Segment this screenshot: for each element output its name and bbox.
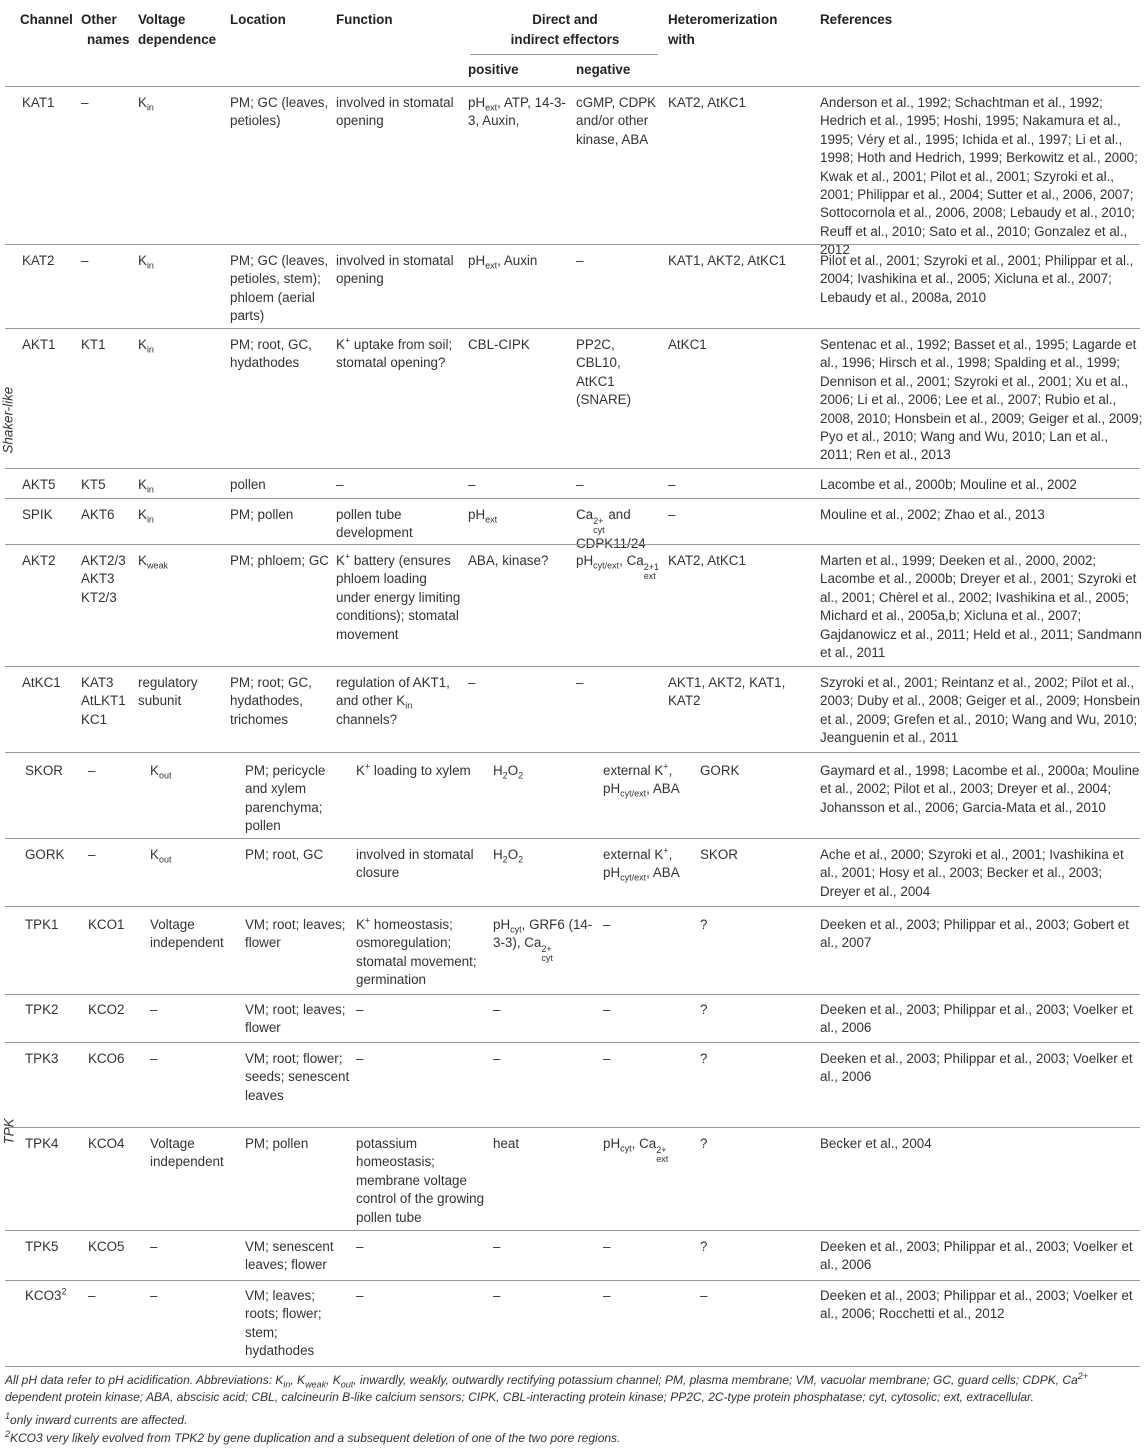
cell-negative: cGMP, CDPK and/or other kinase, ABA: [576, 95, 657, 147]
header-rule: [5, 86, 1140, 87]
cell-channel: SPIK: [22, 507, 53, 522]
cell-other-names: –: [88, 1288, 96, 1303]
cell-heteromerization: KAT1, AKT2, AtKC1: [668, 253, 787, 268]
cell-voltage: –: [150, 1288, 158, 1303]
cell-location: VM; leaves; roots; flower; stem; hydathodes: [245, 1288, 322, 1359]
cell-references: Deeken et al., 2003; Philippar et al., 2003; Voelker et al., 2006: [820, 1239, 1133, 1273]
cell-channel: $KCO3^2$: [25, 1286, 67, 1303]
cell-location: VM; root; leaves; flower: [245, 1002, 346, 1036]
cell-location: PM; root, GC, hydathodes: [230, 337, 312, 371]
cell-positive: –: [493, 1002, 501, 1017]
cell-positive: –: [493, 1051, 501, 1066]
cell-location: PM; pollen: [230, 507, 294, 522]
cell-function: –: [356, 1288, 364, 1303]
footnote-1: $^1$only inward currents are affected.: [5, 1411, 188, 1427]
cell-references: Deeken et al., 2003; Philippar et al., 2003; Voelker et al., 2006; Rocchetti et al., 2012: [820, 1288, 1133, 1322]
header-effectors: Direct and indirect effectors: [510, 12, 620, 47]
cell-location: PM; phloem; GC: [230, 553, 329, 568]
cell-negative: –: [576, 477, 584, 492]
cell-function: involved in stomatal opening: [336, 95, 454, 129]
cell-positive: –: [468, 675, 476, 690]
cell-other-names: KCO5: [88, 1239, 125, 1254]
header-location: Location: [230, 12, 286, 27]
footnote-2: $^2$KCO3 very likely evolved from TPK2 by gene duplication and a subsequent deletion of one of the two pore regions.: [5, 1429, 621, 1445]
row-divider: [5, 752, 1140, 753]
cell-channel: TPK4: [25, 1136, 59, 1151]
cell-function: potassium homeostasis; membrane voltage control of the growing pollen tube: [356, 1136, 485, 1225]
cell-voltage: $K_{in}$: [138, 95, 154, 113]
cell-references: Deeken et al., 2003; Philippar et al., 2003; Gobert et al., 2007: [820, 917, 1129, 951]
cell-positive: –: [493, 1288, 501, 1303]
cell-negative: $pH_{cyt/ext}$, Ca 2+1 ext: [576, 553, 659, 581]
cell-heteromerization: ?: [700, 1002, 708, 1017]
cell-negative: Ca 2+ cyt and CDPK11/24: [576, 507, 646, 551]
row-divider: [5, 468, 1140, 469]
cell-voltage: –: [150, 1239, 158, 1254]
cell-negative: external K+, $pH_{cyt/ext}$, ABA: [603, 845, 680, 884]
cell-function: K+ uptake from soil; stomatal opening?: [336, 335, 453, 371]
header-function: Function: [336, 12, 393, 27]
cell-voltage: Voltage independent: [150, 1136, 224, 1170]
cell-negative: –: [603, 917, 611, 932]
cell-negative: –: [603, 1051, 611, 1066]
row-divider: [5, 906, 1140, 907]
cell-other-names: KCO2: [88, 1002, 125, 1017]
cell-other-names: KCO4: [88, 1136, 125, 1151]
cell-location: PM; root; GC, hydathodes, trichomes: [230, 675, 312, 727]
cell-positive: $pH_{cyt}$, GRF6 (14-3-3), Ca 2+ cyt: [493, 917, 593, 964]
cell-heteromerization: ?: [700, 917, 708, 932]
cell-positive: heat: [493, 1136, 520, 1151]
cell-references: Deeken et al., 2003; Philippar et al., 2003; Voelker et al., 2006: [820, 1051, 1133, 1085]
cell-positive: $pH_{ext}$, ATP, 14-3-3, Auxin,: [468, 95, 566, 129]
cell-location: PM; pericycle and xylem parenchyma; pollen: [245, 763, 326, 834]
cell-heteromerization: SKOR: [700, 847, 738, 862]
cell-other-names: –: [81, 253, 89, 268]
cell-function: involved in stomatal opening: [336, 253, 454, 287]
cell-positive: –: [493, 1239, 501, 1254]
cell-positive: $pH_{ext}$, Auxin: [468, 253, 538, 271]
header-other-names: Other names: [81, 12, 130, 47]
cell-heteromerization: ?: [700, 1136, 708, 1151]
cell-heteromerization: KAT2, AtKC1: [668, 95, 746, 110]
cell-function: involved in stomatal closure: [356, 847, 474, 881]
header-voltage-dependence: Voltage dependence: [138, 12, 217, 47]
cell-negative: external K+, $pH_{cyt/ext}$, ABA: [603, 761, 680, 800]
cell-positive: –: [468, 477, 476, 492]
cell-voltage: –: [150, 1051, 158, 1066]
cell-heteromerization: KAT2, AtKC1: [668, 553, 746, 568]
cell-voltage: Voltage independent: [150, 917, 224, 951]
cell-voltage: $K_{out}$: [150, 763, 172, 781]
group-label-tpk: TPK: [1, 1118, 17, 1145]
cell-voltage: regulatory subunit: [138, 675, 198, 709]
cell-negative: –: [603, 1288, 611, 1303]
row-divider: [5, 244, 1140, 245]
row-divider: [5, 838, 1140, 839]
group-label-shaker-like: Shaker-like: [0, 386, 16, 454]
cell-heteromerization: ?: [700, 1051, 708, 1066]
cell-location: pollen: [230, 477, 266, 492]
cell-channel: SKOR: [25, 763, 63, 778]
cell-references: Pilot et al., 2001; Szyroki et al., 2001; Philippar et al., 2004; Ivashikina et al., 2005; Xicluna et al., 2007; Lebaudy et al., 2008a, 2010: [820, 253, 1134, 305]
cell-channel: AKT2: [22, 553, 56, 568]
cell-channel: AtKC1: [22, 675, 61, 690]
cell-heteromerization: –: [668, 477, 676, 492]
header-channel: Channel: [20, 12, 73, 27]
cell-other-names: –: [81, 95, 89, 110]
cell-other-names: AKT6: [81, 507, 115, 522]
cell-location: PM; pollen: [245, 1136, 309, 1151]
header-negative: negative: [576, 62, 631, 77]
cell-other-names: KCO1: [88, 917, 125, 932]
cell-channel: GORK: [25, 847, 65, 862]
cell-other-names: KAT3 AtLKT1 KC1: [81, 675, 126, 727]
cell-location: PM; root, GC: [245, 847, 324, 862]
cell-other-names: KT5: [81, 477, 106, 492]
cell-heteromerization: ?: [700, 1239, 708, 1254]
cell-function: –: [356, 1239, 364, 1254]
cell-references: Sentenac et al., 1992; Basset et al., 1995; Lagarde et al., 1996; Hirsch et al., 1998; Spalding et al., 1999; Dennison et al., 2001; Szyroki et al., 2001; Xu et al., 2006; Li et al., 2006; Lee et al., 2007; Rubio et al., 2008, 2010; Honsbein et al., 2009; Geiger et al., 2009; Pyo et al., 2010; Wang and Wu, 2010; Lan et al., 2011; Ren et al., 2013: [820, 337, 1143, 463]
table-bottom-rule: [5, 1366, 1140, 1367]
effectors-brace: [470, 54, 658, 55]
row-divider: [5, 544, 1140, 545]
cell-references: Becker et al., 2004: [820, 1136, 932, 1151]
cell-negative: –: [576, 253, 584, 268]
cell-location: VM; root; flower; seeds; senescent leaves: [245, 1051, 350, 1103]
cell-function: K+ homeostasis; osmoregulation; stomatal movement; germination: [356, 915, 477, 988]
row-divider: [5, 994, 1140, 995]
cell-channel: AKT1: [22, 337, 56, 352]
header-references: References: [820, 12, 893, 27]
cell-function: K+ loading to xylem: [356, 761, 471, 778]
cell-references: Marten et al., 1999; Deeken et al., 2000, 2002; Lacombe et al., 2000b; Dreyer et al., 2001; Szyroki et al., 2001; Chèrel et al., 2002; Ivashikina et al., 2005; Michard et al., 2005a,b; Xicluna et al., 2007; Gajdanowicz et al., 2011; Held et al., 2011; Sandmann et al., 2011: [820, 553, 1142, 661]
cell-channel: TPK3: [25, 1051, 59, 1066]
row-divider: [5, 1280, 1140, 1281]
cell-negative: –: [603, 1239, 611, 1254]
cell-channel: KAT2: [22, 253, 55, 268]
cell-voltage: –: [150, 1002, 158, 1017]
cell-voltage: $K_{in}$: [138, 507, 154, 525]
row-divider: [5, 1042, 1140, 1043]
cell-positive: CBL-CIPK: [468, 337, 530, 352]
cell-location: PM; GC (leaves, petioles, stem); phloem (aerial parts): [230, 253, 329, 324]
cell-references: Gaymard et al., 1998; Lacombe et al., 2000a; Mouline et al., 2002; Pilot et al., 2003; Dreyer et al., 2004; Johansson et al., 2006; Garcia-Mata et al., 2010: [820, 763, 1140, 815]
header-heteromerization: Heteromerization with: [668, 12, 778, 47]
cell-function: –: [356, 1002, 364, 1017]
cell-other-names: –: [88, 847, 96, 862]
cell-references: Anderson et al., 1992; Schachtman et al., 1992; Hedrich et al., 1995; Hoshi, 1995; Nakamura et al., 1995; Véry et al., 1995; Ichida et al., 1997; Li et al., 1998; Hoth and Hedrich, 1999; Berkowitz et al., 2000; Kwak et al., 2001; Pilot et al., 2001; Szyroki et al., 2001; Philippar et al., 2004; Sutter et al., 2006, 2007; Sottocornola et al., 2006, 2008; Lebaudy et al., 2010; Reuff et al., 2010; Sato et al., 2010; Gonzalez et al., 2012: [820, 95, 1138, 258]
cell-references: Szyroki et al., 2001; Reintanz et al., 2002; Pilot et al., 2003; Duby et al., 2008; Geiger et al., 2009; Honsbein et al., 2009; Grefen et al., 2010; Wang and Wu, 2010; Jeanguenin et al., 2011: [820, 675, 1141, 746]
row-divider: [5, 498, 1140, 499]
cell-voltage: $K_{in}$: [138, 477, 154, 495]
cell-voltage: $K_{out}$: [150, 847, 172, 865]
cell-positive: ABA, kinase?: [468, 553, 549, 568]
cell-positive: $H_2O_2$: [493, 763, 524, 781]
header-positive: positive: [468, 62, 519, 77]
row-divider: [5, 1230, 1140, 1231]
row-divider: [5, 666, 1140, 667]
cell-other-names: KT1: [81, 337, 106, 352]
cell-negative: –: [576, 675, 584, 690]
cell-other-names: KCO6: [88, 1051, 125, 1066]
cell-function: regulation of AKT1, and other $K_{in}$ channels?: [336, 675, 450, 727]
cell-other-names: AKT2/3 AKT3 KT2/3: [81, 553, 126, 605]
cell-heteromerization: AtKC1: [668, 337, 707, 352]
cell-function: K+ battery (ensures phloem loading under energy limiting conditions); stomatal movement: [336, 551, 461, 642]
cell-location: VM; senescent leaves; flower: [245, 1239, 334, 1273]
cell-function: –: [356, 1051, 364, 1066]
cell-other-names: –: [88, 763, 96, 778]
cell-references: Ache et al., 2000; Szyroki et al., 2001; Ivashikina et al., 2001; Hosy et al., 2003; Becker et al., 2003; Dreyer et al., 2004: [820, 847, 1124, 899]
table-footnote: All pH data refer to pH acidification. Abbreviations: $K_{in}$, $K_{weak}$, $K_{out}$, inwardly, weakly, outwardly rectifying potassium channel; PM, plasma membrane; VM, vacuolar membrane; GC, guard cells; CDPK, $Ca^{2+}$ dependent protein kinase; ABA, abscisic acid; CBL, calcineurin B-like calcium sensors; CIPK, CBL-interacting protein kinase; PP2C, 2C-type protein phosphatase; cyt, cytosolic; ext, extracellular.: [5, 1371, 1089, 1405]
cell-voltage: $K_{in}$: [138, 337, 154, 355]
cell-voltage: $K_{in}$: [138, 253, 154, 271]
cell-function: –: [336, 477, 344, 492]
cell-negative: PP2C, CBL10, AtKC1 (SNARE): [576, 337, 632, 408]
cell-channel: KAT1: [22, 95, 55, 110]
cell-heteromerization: –: [668, 507, 676, 522]
cell-location: PM; GC (leaves, petioles): [230, 95, 329, 129]
cell-references: Deeken et al., 2003; Philippar et al., 2003; Voelker et al., 2006: [820, 1002, 1133, 1036]
cell-negative: –: [603, 1002, 611, 1017]
cell-positive: $H_2O_2$: [493, 847, 524, 865]
cell-channel: TPK2: [25, 1002, 59, 1017]
row-divider: [5, 328, 1140, 329]
cell-negative: $pH_{cyt}$, Ca 2+ ext: [603, 1136, 669, 1164]
cell-references: Mouline et al., 2002; Zhao et al., 2013: [820, 507, 1045, 522]
cell-function: pollen tube development: [336, 507, 413, 541]
cell-channel: TPK1: [25, 917, 59, 932]
cell-voltage: $K_{weak}$: [138, 553, 168, 571]
cell-heteromerization: AKT1, AKT2, KAT1, KAT2: [668, 675, 786, 709]
cell-channel: TPK5: [25, 1239, 59, 1254]
cell-positive: $pH_{ext}$: [468, 507, 498, 525]
cell-heteromerization: GORK: [700, 763, 740, 778]
cell-channel: AKT5: [22, 477, 56, 492]
cell-location: VM; root; leaves; flower: [245, 917, 346, 951]
cell-heteromerization: –: [700, 1288, 708, 1303]
row-divider: [5, 1127, 1140, 1128]
cell-references: Lacombe et al., 2000b; Mouline et al., 2002: [820, 477, 1077, 492]
